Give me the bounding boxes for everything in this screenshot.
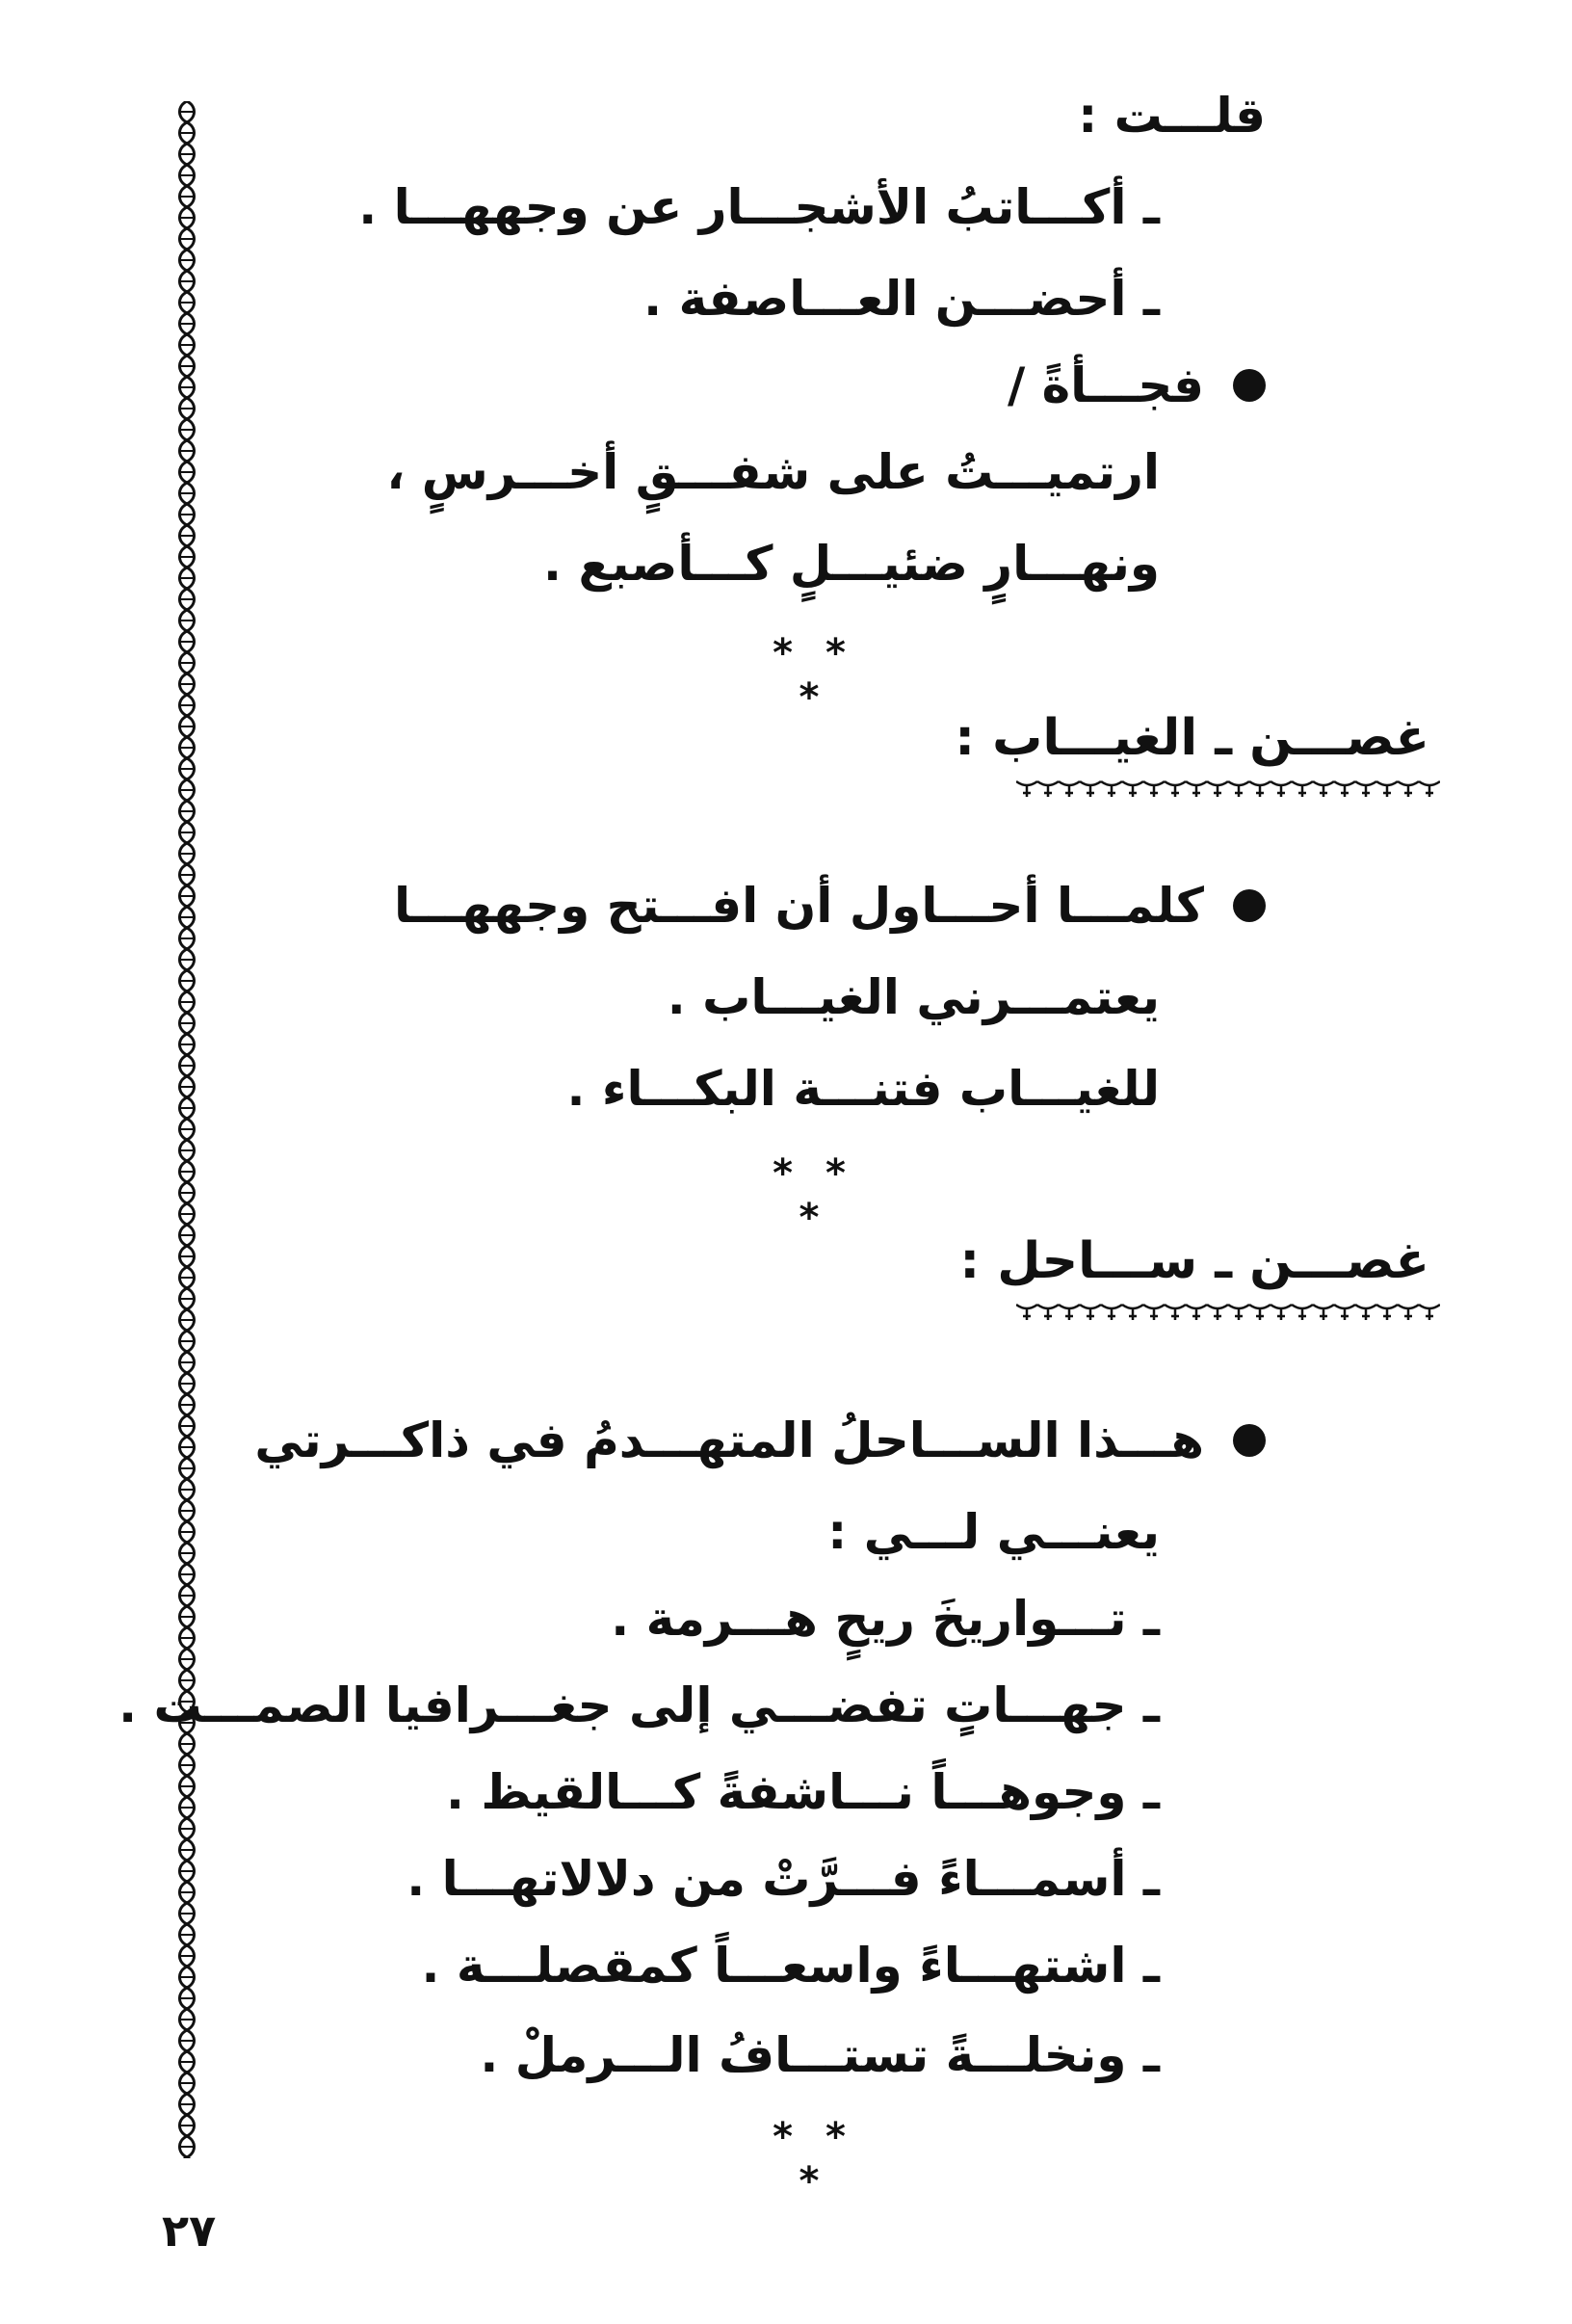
list-item: ـ اشتهـــاءً واسعـــاً كمقصلـــة .: [421, 1938, 1160, 1994]
bullet-line-text: فجـــأةً /: [1007, 357, 1204, 413]
list-item: ـ ونخلـــةً تستـــافُ الـــرملْ .: [480, 2027, 1160, 2083]
list-item: ـ تـــواريخَ ريحٍ هـــرمة .: [611, 1591, 1160, 1647]
section-heading-ghiyab: غصـــن ـ الغيـــاب :: [955, 709, 1429, 767]
decorative-chain-border: [173, 101, 200, 2158]
section-heading-sahil: غصـــن ـ ســـاحل :: [959, 1232, 1429, 1290]
bullet-line-text: هـــذا الســـاحلُ المتهـــدمُ في ذاكـــرتي: [254, 1413, 1204, 1468]
bullet-line-text: كلمـــا أحـــاول أن افـــتح وجههـــا: [394, 878, 1204, 934]
list-item: ـ جهـــاتٍ تفضـــي إلى جغـــرافيا الصمـــت .: [118, 1677, 1160, 1733]
bullet-icon: [1233, 369, 1266, 402]
section-break-stars: * * *: [773, 631, 855, 720]
bullet-line: [394, 878, 1266, 934]
poem-line: ـ أحضـــن العـــاصفة .: [643, 271, 1160, 327]
poem-line: للغيـــاب فتنـــة البكـــاء .: [566, 1061, 1160, 1117]
section-break-stars: * * *: [773, 1151, 855, 1240]
bullet-line: [1007, 357, 1266, 413]
poem-line: ـ أكـــاتبُ الأشجـــار عن وجههـــا .: [358, 179, 1160, 235]
bullet-line: [254, 1413, 1266, 1468]
poem-line: ونهـــارٍ ضئيـــلٍ كـــأصبع .: [543, 536, 1160, 592]
bullet-icon: [1233, 889, 1266, 922]
list-item: ـ أسمـــاءً فـــرَّتْ من دلالاتهـــا .: [406, 1851, 1160, 1907]
bullet-icon: [1233, 1424, 1266, 1457]
opening-line: قلـــت :: [1078, 88, 1266, 144]
heading-underline-ornament: [1016, 776, 1440, 801]
list-item: ـ وجوهـــاً نـــاشفةً كـــالقيظ .: [445, 1764, 1160, 1820]
poem-line: يعتمـــرني الغيـــاب .: [667, 969, 1160, 1025]
poem-line: ارتميـــتُ على شفـــقٍ أخـــرسٍ ،: [386, 444, 1160, 500]
section-break-stars: * * *: [773, 2115, 855, 2204]
heading-underline-ornament: [1016, 1299, 1440, 1324]
page-number: ٢٧: [162, 2205, 217, 2257]
poem-line: يعنـــي لـــي :: [827, 1504, 1160, 1560]
